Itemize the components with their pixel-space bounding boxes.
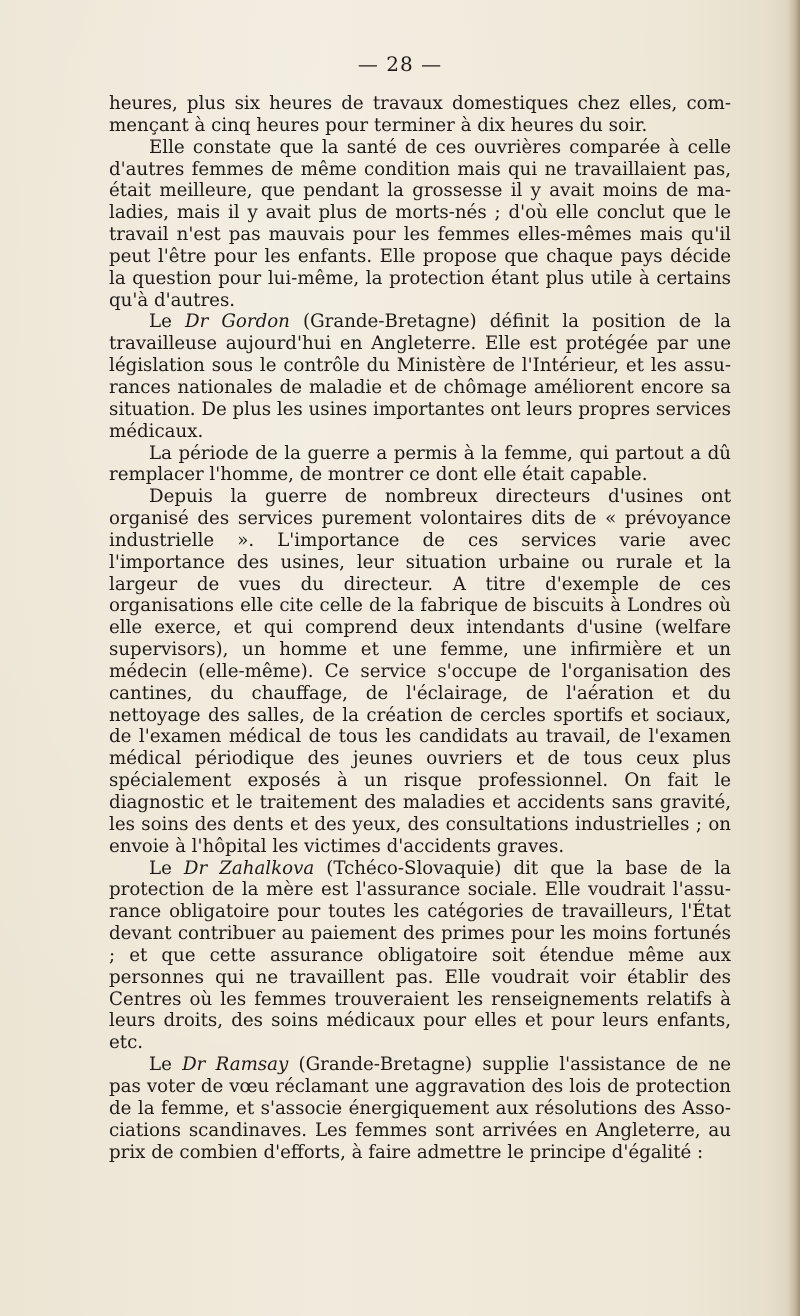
text-run: heures, plus six heures de travaux domestiques chez elles, commençant à cinq heures pour terminer à dix heures du soir. <box>109 93 731 136</box>
page-edge-shadow <box>788 0 800 1316</box>
text-run: Le <box>149 311 185 333</box>
paragraph <box>109 1054 731 1163</box>
text-run: Le <box>149 1054 183 1076</box>
paragraph <box>109 486 731 857</box>
text-run: Depuis la guerre de nombreux directeurs d'usines ont organisé des services purement volontaires dits de « prévoyance industrielle ». L'importance de ces services varie avec l'importance des usines, leur situation urbaine ou rurale et la largeur de vues du directeur. A titre d'exemple de ces organisations elle cite celle de la fabrique de biscuits à Londres où elle exerce, et qui comprend deux intendants d'usine (welfare supervisors), un homme et une femme, une infirmière et un médecin (elle-même). Ce service s'occupe de l'organisation des cantines, du chauffage, de l'éclairage, de l'aération et du nettoyage des salles, de la création de cercles sportifs et sociaux, de l'examen médical de tous les candidats au travail, de l'examen médical périodique des jeunes ouvriers et de tous ceux plus spécialement exposés à un risque professionnel. On fait le diagnostic et le traitement des maladies et accidents sans gravité, les soins des dents et des yeux, des consultations industrielles ; on envoie à l'hôpital les victimes d'accidents graves. <box>109 486 731 857</box>
paragraph <box>109 137 731 312</box>
text-run: Le <box>149 857 184 879</box>
person-name: Dr Ramsay <box>182 1054 289 1076</box>
paragraph <box>109 311 731 442</box>
paragraph <box>109 858 731 1055</box>
page-number: — 28 — <box>357 52 443 76</box>
text-run: (Tchéco-Slovaquie) dit que la base de la protection de la mère est l'assurance sociale. Elle voudrait l'assurance obligatoire pour toutes les catégories de travailleurs, l'État devant contribuer au paiement des primes pour les moins fortunés ; et que cette assurance obligatoire soit étendue même aux personnes qui ne travaillent pas. Elle voudrait voir établir des Centres où les femmes trouveraient les renseignements relatifs à leurs droits, des soins médicaux pour elles et pour leurs enfants, etc. <box>109 857 731 1054</box>
text-run: La période de la guerre a permis à la femme, qui partout a dû remplacer l'homme, de montrer ce dont elle était capable. <box>109 442 731 486</box>
text-run: (Grande-Bretagne) supplie l'assistance de ne pas voter de vœu réclamant une aggravation des lois de protection de la femme, et s'associe énergiquement aux résolutions des Associations scandinaves. Les femmes sont arrivées en Angleterre, au prix de combien d'efforts, à faire admettre le principe d'égalité : <box>109 1054 731 1163</box>
body-text <box>109 93 731 1163</box>
paragraph <box>109 93 731 137</box>
paragraph <box>109 443 731 487</box>
person-name: Dr Gordon <box>184 311 290 333</box>
text-run: (Grande-Bretagne) définit la position de la travailleuse aujourd'hui en Angleterre. Elle est protégée par une législation sous le contrôle du Ministère de l'Intérieur, et les assurances nationales de maladie et de chômage améliorent encore sa situation. De plus les usines importantes ont leurs propres services médicaux. <box>109 311 731 442</box>
text-run: Elle constate que la santé de ces ouvrières comparée à celle d'autres femmes de même condition mais qui ne travaillaient pas, était meilleure, que pendant la grossesse il y avait moins de maladies, mais il y avait plus de morts-nés ; d'où elle conclut que le travail n'est pas mauvais pour les femmes elles-mêmes mais qu'il peut l'être pour les enfants. Elle propose que chaque pays décide la question pour lui-même, la protection étant plus utile à certains qu'à d'autres. <box>109 136 731 311</box>
person-name: Dr Zahalkova <box>183 857 315 879</box>
